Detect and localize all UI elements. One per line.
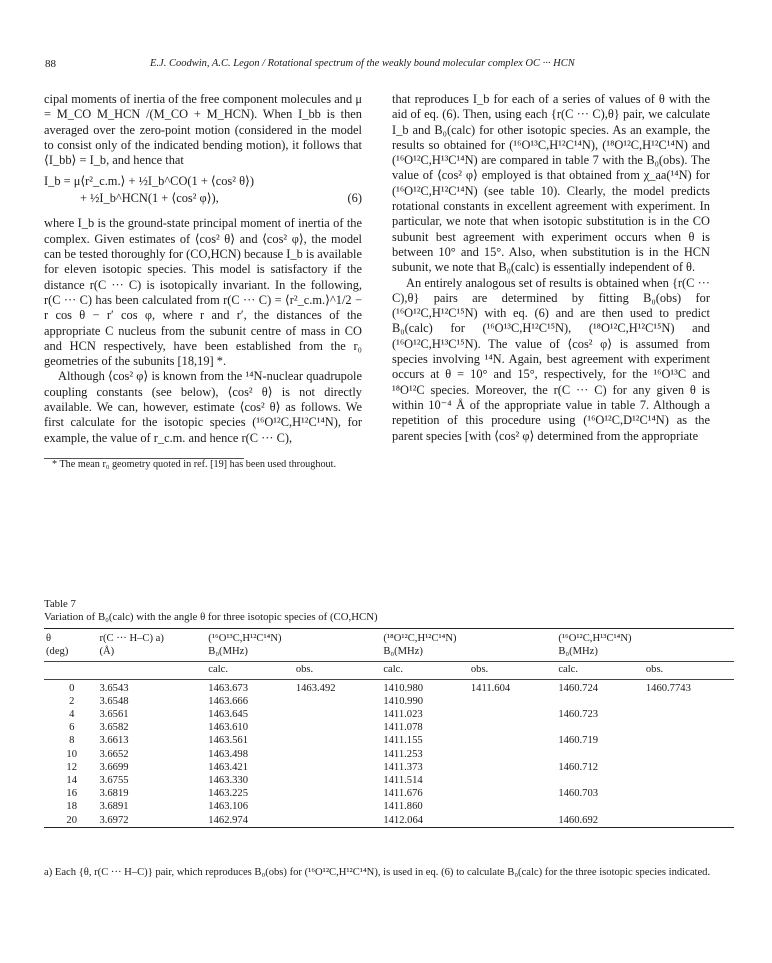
table-cell-theta: 10 — [66, 748, 78, 760]
table-cell-c3: 1460.712 — [558, 761, 599, 773]
header-b0-2: B₀(MHz) — [383, 646, 423, 658]
table-cell-o2 — [471, 721, 558, 734]
header-calc-1: calc. — [208, 662, 296, 679]
table-cell-theta: 0 — [44, 679, 99, 695]
table-cell-r: 3.6699 — [99, 761, 129, 773]
table-cell-c1: 1462.974 — [208, 814, 249, 826]
table-cell-r: 3.6548 — [99, 695, 129, 707]
equation-6 — [44, 174, 362, 210]
table-cell-theta: 14 — [66, 775, 78, 787]
table-cell-theta: 20 — [66, 814, 78, 826]
table-cell-o2 — [471, 748, 558, 761]
table-cell-c2: 1411.253 — [383, 748, 423, 760]
header-theta-unit: (deg) — [46, 646, 69, 658]
table-cell-c3: 1460.719 — [558, 735, 599, 747]
header-b0-3: B₀(MHz) — [558, 646, 598, 658]
table-cell-o3 — [646, 761, 734, 774]
right-paragraph-2: An entirely analogous set of results is obtained when {r(C ··· C),θ} pairs are determined by fitting B₀(obs) for (¹⁶O¹²C,H¹²C¹⁵N) with eq. (6) and are then used to predict B₀(calc) for (¹⁶O¹³C,H¹²C¹⁵N), (¹⁸O¹²C,H¹²C¹⁵N) and (¹⁶O¹²C,H¹³C¹⁵N). The value of ⟨cos² φ⟩ is assumed from species involving ¹⁴N. Again, best agreement with experiment occurs at θ = 10° and 15°, respectively, for the ¹⁶O¹³C and ¹⁸O¹²C species. Moreover, the r(C ··· C) for any given θ is within 10⁻⁴ Å of the appropriate value in table 7. Although a repetition of this procedure using (¹⁶O¹²C,D¹²C¹⁴N) as the parent species [with ⟨cos² φ⟩ determined from the appropriate — [392, 275, 710, 443]
header-obs-3: obs. — [646, 662, 734, 679]
header-b0-1: B₀(MHz) — [208, 646, 248, 658]
table-cell-c2: 1411.373 — [383, 761, 423, 773]
table-cell-o1 — [296, 761, 384, 774]
table-cell-o2 — [471, 800, 558, 813]
table-cell-c3: 1460.723 — [558, 709, 599, 721]
equation-line-1: I_b = μ⟨r²_c.m.⟩ + ½I_b^CO(1 + ⟨cos² θ⟩) — [44, 174, 254, 189]
running-header — [45, 58, 735, 72]
table-row — [44, 800, 734, 813]
table-cell-c3 — [558, 695, 646, 708]
table-cell-o3 — [646, 708, 734, 721]
table-cell-c2: 1411.023 — [383, 709, 423, 721]
equation-number: (6) — [347, 191, 362, 206]
table-cell-o3 — [646, 748, 734, 761]
table-cell-o2 — [471, 814, 558, 828]
table-row — [44, 679, 734, 695]
table-row — [44, 695, 734, 708]
table-cell-r: 3.6755 — [99, 775, 129, 787]
table-cell-o1 — [296, 774, 384, 787]
table-cell-theta: 12 — [66, 761, 78, 773]
page-number: 88 — [45, 58, 56, 70]
table-row — [44, 708, 734, 721]
table-cell-o1 — [296, 787, 384, 800]
header-calc-3: calc. — [558, 662, 646, 679]
table-cell-o1 — [296, 721, 384, 734]
table-row — [44, 761, 734, 774]
table-cell-theta: 4 — [69, 709, 75, 721]
table-cell-o3 — [646, 734, 734, 747]
table-cell-o3 — [646, 814, 734, 828]
table-cell-r: 3.6582 — [99, 722, 129, 734]
left-paragraph-1: cipal moments of inertia of the free component molecules and μ = M_CO M_HCN /(M_CO + M_HCN). When I_bb is then averaged over the zero-point motion (considered in the model to consist only of the indicated bending motion), it follows that ⟨I_bb⟩ = I_b, and hence that — [44, 92, 362, 168]
table-footnote: a) Each {θ, r(C ··· H–C)} pair, which reproduces B₀(obs) for (¹⁶O¹²C,H¹²C¹⁴N), is used in eq. (6) to calculate B₀(calc) for the three isotopic species indicated. — [44, 867, 711, 878]
table-cell-c1: 1463.561 — [208, 735, 249, 747]
table-cell-c1: 1463.225 — [208, 788, 249, 800]
table-cell-c2: 1411.514 — [383, 775, 423, 787]
table-cell-c3 — [558, 774, 646, 787]
header-r-unit: (Å) — [99, 646, 115, 658]
table-cell-o1 — [296, 748, 384, 761]
header-obs-1: obs. — [296, 662, 384, 679]
table-cell-o2 — [471, 708, 558, 721]
table-cell-theta: 2 — [69, 695, 75, 707]
table-cell-c1: 1463.673 — [208, 679, 296, 695]
table-cell-r: 3.6613 — [99, 735, 129, 747]
table-cell-o2 — [471, 787, 558, 800]
header-r: r(C ··· H–C) a) — [99, 633, 164, 644]
table-cell-c3: 1460.703 — [558, 788, 599, 800]
table-cell-c3 — [558, 800, 646, 813]
table-cell-o3: 1460.7743 — [646, 679, 734, 695]
table-row — [44, 734, 734, 747]
table-cell-theta: 16 — [66, 788, 78, 800]
table-cell-c2: 1411.676 — [383, 788, 423, 800]
table-row — [44, 774, 734, 787]
table-row — [44, 787, 734, 800]
left-paragraph-3: Although ⟨cos² φ⟩ is known from the ¹⁴N-nuclear quadrupole coupling constants (see below), ⟨cos² θ⟩ is not directly available. We can, however, estimate ⟨cos² θ⟩ as follows. We first calculate for the isotopic species (¹⁶O¹²C,H¹²C¹⁴N), for example, the value of r_c.m. and hence r(C ··· C), — [44, 369, 362, 445]
table-cell-theta: 8 — [69, 735, 75, 747]
table-cell-c3 — [558, 721, 646, 734]
table-cell-c1: 1463.498 — [208, 748, 249, 760]
table-cell-o2: 1411.604 — [471, 679, 558, 695]
table-cell-c2: 1412.064 — [383, 814, 424, 826]
table-row — [44, 814, 734, 828]
table-cell-theta: 18 — [66, 801, 78, 813]
table-7 — [44, 628, 734, 828]
table-cell-c2: 1411.155 — [383, 735, 423, 747]
table-row — [44, 721, 734, 734]
table-cell-c2: 1410.990 — [383, 695, 424, 707]
table-cell-r: 3.6652 — [99, 748, 129, 760]
table-cell-o2 — [471, 734, 558, 747]
table-cell-o3 — [646, 787, 734, 800]
table-cell-c1: 1463.421 — [208, 761, 249, 773]
header-species-1: (¹⁶O¹³C,H¹²C¹⁴N) — [208, 633, 282, 644]
table-cell-c1: 1463.645 — [208, 709, 249, 721]
header-theta: θ — [46, 633, 52, 644]
table-cell-c3: 1460.724 — [558, 679, 646, 695]
table-cell-o3 — [646, 695, 734, 708]
header-species-3: (¹⁶O¹²C,H¹³C¹⁴N) — [558, 633, 632, 644]
right-paragraph-1: that reproduces I_b for each of a series of values of θ with the aid of eq. (6). Then, using each {r(C ··· C),θ} pair, we calculate I_b and B₀(calc) for other isotopic species. As an example, the results so obtained for (¹⁶O¹³C,H¹²C¹⁴N), (¹⁸O¹²C,H¹²C¹⁴N) and (¹⁶O¹²C,H¹³C¹⁴N) are compared in table 7 with the B₀(obs). The value of ⟨cos² φ⟩ employed is that obtained from χ_aa(¹⁴N) for (¹⁶O¹²C,H¹²C¹⁴N) (see table 10). Clearly, the model predicts rotational constants in excellent agreement with experiment. In particular, we note that when isotopic substitution is in the CO subunit best agreement with experiment occurs when θ is between 10° and 15°. Also, when substitution is in the HCN subunit, we note that B₀(calc) is essentially independent of θ. — [392, 92, 710, 275]
table-cell-r: 3.6543 — [99, 679, 208, 695]
table-cell-o1 — [296, 814, 384, 828]
table-cell-o2 — [471, 695, 558, 708]
table-cell-o2 — [471, 774, 558, 787]
data-table — [44, 628, 734, 828]
table-cell-o1 — [296, 708, 384, 721]
table-cell-r: 3.6891 — [99, 801, 129, 813]
table-cell-c3: 1460.692 — [558, 814, 599, 826]
equation-line-2: + ½I_b^HCN(1 + ⟨cos² φ⟩), — [80, 191, 219, 206]
table-cell-c3 — [558, 748, 646, 761]
table-cell-o3 — [646, 774, 734, 787]
table-caption — [44, 598, 378, 624]
header-calc-2: calc. — [383, 662, 471, 679]
left-paragraph-2: where I_b is the ground-state principal moment of inertia of the complex. Given estimates of ⟨cos² θ⟩ and ⟨cos² φ⟩, the model can be tested thoroughly for (CO,HCN) because I_b is available for eleven isotopic species. This model is satisfactory if the distance r(C ··· C) is isotopically invariant. In the following, r(C ··· C) has been calculated from r(C ··· C) = ⟨r²_c.m.⟩^1/2 − r cos θ − r′ cos φ, where r and r′, the distances of the appropriate C nucleus from the subunit centre of mass in CO and HCN respectively, have been established from the r₀ geometries of the subunits [18,19] *. — [44, 216, 362, 369]
table-cell-o1 — [296, 734, 384, 747]
left-footnote: * The mean r₀ geometry quoted in ref. [19] has been used throughout. — [52, 458, 337, 470]
table-cell-c1: 1463.330 — [208, 775, 249, 787]
table-cell-o2 — [471, 761, 558, 774]
table-cell-r: 3.6819 — [99, 788, 129, 800]
table-cell-o3 — [646, 800, 734, 813]
table-cell-c1: 1463.106 — [208, 801, 249, 813]
table-cell-o3 — [646, 721, 734, 734]
table-cell-c2: 1410.980 — [383, 679, 471, 695]
table-cell-r: 3.6972 — [99, 814, 129, 826]
running-title: E.J. Coodwin, A.C. Legon / Rotational spectrum of the weakly bound molecular complex OC ··· HCN — [150, 58, 575, 69]
table-cell-o1 — [296, 800, 384, 813]
table-cell-theta: 6 — [69, 722, 75, 734]
table-cell-r: 3.6561 — [99, 709, 129, 721]
right-column — [392, 92, 710, 444]
table-cell-o1: 1463.492 — [296, 679, 384, 695]
table-cell-o1 — [296, 695, 384, 708]
header-obs-2: obs. — [471, 662, 558, 679]
table-cell-c2: 1411.860 — [383, 801, 423, 813]
left-column — [44, 92, 362, 471]
table-row — [44, 748, 734, 761]
table-cell-c1: 1463.610 — [208, 722, 249, 734]
table-cell-c2: 1411.078 — [383, 722, 423, 734]
table-label: Table 7 — [44, 598, 76, 610]
table-cell-c1: 1463.666 — [208, 695, 249, 707]
header-species-2: (¹⁸O¹²C,H¹²C¹⁴N) — [383, 633, 457, 644]
table-title: Variation of B₀(calc) with the angle θ for three isotopic species of (CO,HCN) — [44, 611, 378, 623]
